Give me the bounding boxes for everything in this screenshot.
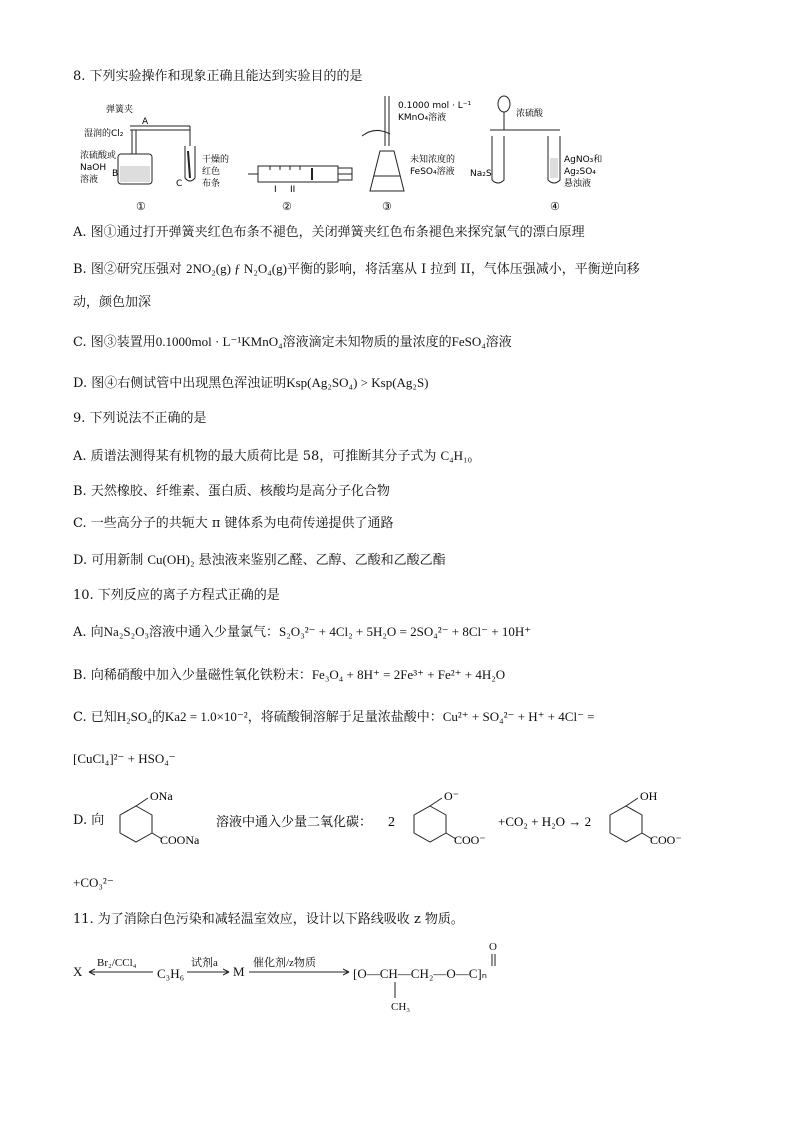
label-agno3: AgNO₃和 bbox=[564, 155, 603, 165]
benzene-ring-3 bbox=[610, 798, 652, 842]
label-I: I bbox=[274, 185, 277, 195]
benzene-ring-2 bbox=[414, 798, 456, 842]
d-coo1: COO⁻ bbox=[454, 833, 486, 847]
q10-option-d-end: +CO₃²⁻ bbox=[73, 875, 114, 890]
q11-stem: 11. 为了消除白色污染和减轻温室效应，设计以下路线吸收 z 物质。 bbox=[73, 912, 464, 927]
q11-polymer: [O—CH—CH₂—O—C]ₙ bbox=[353, 966, 487, 981]
label-solution: 溶液 bbox=[80, 175, 99, 185]
label-dry: 干燥的 bbox=[202, 155, 230, 165]
label-cloth: 布条 bbox=[202, 179, 221, 189]
q9-option-c: C. 一些高分子的共轭大 π 键体系为电荷传递提供了通路 bbox=[73, 516, 394, 531]
q11-r2: 试剂a bbox=[191, 957, 218, 969]
q8-figure bbox=[80, 96, 620, 216]
label-kmno4: KMnO₄溶液 bbox=[398, 113, 447, 123]
label-red: 红色 bbox=[202, 167, 221, 177]
label-acid: 浓硫酸或 bbox=[80, 151, 117, 161]
benzene-ring-1 bbox=[120, 798, 162, 842]
q9-stem: 9. 下列说法不正确的是 bbox=[73, 411, 207, 426]
d-oh: OH bbox=[640, 789, 658, 803]
d-mid: +CO₂ + H₂O → 2 bbox=[498, 814, 592, 829]
label-A: A bbox=[142, 117, 149, 127]
apparatus-2 bbox=[248, 166, 352, 182]
d-coo2: COO⁻ bbox=[650, 833, 682, 847]
q10-option-b: B. 向稀硝酸中加入少量磁性氧化铁粉末：Fe₃O₄ + 8H⁺ = 2Fe³⁺ + Fe²⁺ + 4H₂O bbox=[73, 667, 506, 683]
q10-stem: 10. 下列反应的离子方程式正确的是 bbox=[73, 588, 280, 603]
label-naoh: NaOH bbox=[80, 163, 107, 173]
fig-num-1: ① bbox=[136, 200, 146, 213]
q8-option-a: A. 图①通过打开弹簧夹红色布条不褪色，关闭弹簧夹红色布条褪色来探究氯气的漂白原理 bbox=[73, 225, 585, 240]
q10-option-c-cont: [CuCl₄]²⁻ + HSO₄⁻ bbox=[73, 751, 176, 766]
fig-num-4: ④ bbox=[550, 200, 560, 213]
label-B: B bbox=[112, 169, 119, 179]
label-wet-cl2: 湿润的Cl₂ bbox=[84, 129, 124, 139]
d-ona: ONa bbox=[150, 789, 173, 803]
fig-num-3: ③ bbox=[382, 200, 392, 213]
apparatus-1 bbox=[118, 126, 195, 184]
label-C: C bbox=[176, 179, 183, 189]
q9-option-b: B. 天然橡胶、纤维素、蛋白质、核酸均是高分子化合物 bbox=[73, 484, 390, 499]
q10-option-a: A. 向Na₂S₂O₃溶液中通入少量氯气：S₂O₃²⁻ + 4Cl₂ + 5H₂O = 2SO₄²⁻ + 8Cl⁻ + 10H⁺ bbox=[73, 624, 532, 640]
q9-option-a: A. 质谱法测得某有机物的最大质荷比是 58，可推断其分子式为 C₄H₁₀ bbox=[73, 448, 473, 464]
d-coona: COONa bbox=[160, 833, 200, 847]
fig-num-2: ② bbox=[282, 200, 292, 213]
q9-option-d: D. 可用新制 Cu(OH)₂ 悬浊液来鉴别乙醛、乙醇、乙酸和乙酸乙酯 bbox=[73, 552, 446, 568]
label-suspension: 悬浊液 bbox=[564, 179, 592, 189]
q11-c3h6: C₃H₆ bbox=[157, 966, 185, 981]
q11-ch3: CH₃ bbox=[391, 1001, 411, 1013]
q8-option-b: B. 图②研究压强对 2NO₂(g) ƒ N₂O₄(g)平衡的影响，将活塞从 I 拉到 II，气体压强减小，平衡逆向移 bbox=[73, 261, 640, 277]
label-II: II bbox=[290, 185, 296, 195]
label-spring-clip: 弹簧夹 bbox=[106, 105, 134, 115]
q11-r1: Br₂/CCl₄ bbox=[97, 957, 137, 969]
d-ominus: O⁻ bbox=[444, 789, 459, 803]
label-conc: 0.1000 mol · L⁻¹ bbox=[398, 101, 472, 111]
q11-x: X bbox=[73, 964, 83, 979]
q11-r3: 催化剂/z物质 bbox=[253, 957, 316, 969]
q10-d-structures bbox=[96, 790, 716, 860]
q8-option-c: C. 图③装置用0.1000mol · L⁻¹KMnO₄溶液滴定未知物质的量浓度的FeSO₄溶液 bbox=[73, 334, 512, 350]
d-coef: 2 bbox=[388, 815, 395, 830]
label-unknown: 未知浓度的 bbox=[410, 155, 456, 165]
label-h2so4: 浓硫酸 bbox=[516, 109, 544, 119]
label-feso4: FeSO₄溶液 bbox=[410, 167, 455, 177]
label-na2s: Na₂S bbox=[470, 169, 492, 179]
q10-option-c: C. 已知H₂SO₄的Ka2 = 1.0×10⁻²，将硫酸铜溶解于足量浓盐酸中：Cu²⁺ + SO₄²⁻ + H⁺ + 4Cl⁻ = bbox=[73, 709, 595, 725]
q8-stem: 8. 下列实验操作和现象正确且能达到实验目的的是 bbox=[73, 69, 363, 84]
q11-o: O bbox=[489, 941, 497, 953]
label-ag2so4: Ag₂SO₄ bbox=[564, 167, 596, 177]
q8-option-b-cont: 动，颜色加深 bbox=[73, 295, 152, 310]
q8-option-d: D. 图④右侧试管中出现黑色浑浊证明Ksp(Ag₂SO₄) > Ksp(Ag₂S) bbox=[73, 375, 429, 391]
q11-route bbox=[73, 938, 633, 1018]
q11-m: M bbox=[233, 964, 245, 979]
q10-option-d-label: D. 向 bbox=[73, 813, 105, 828]
d-text: 溶液中通入少量二氧化碳： bbox=[216, 815, 373, 830]
